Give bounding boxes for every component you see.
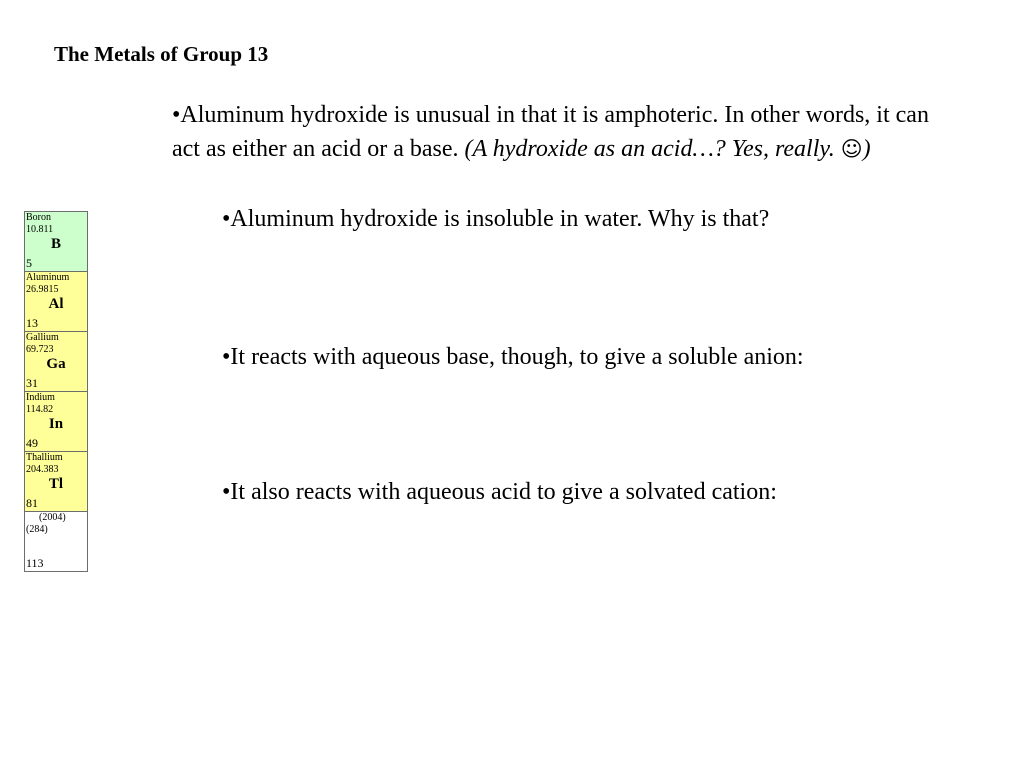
element-cell-113: [25, 512, 87, 572]
bullet-acid-reaction: •It also reacts with aqueous acid to give a solvated cation:: [222, 479, 777, 505]
slide-title: The Metals of Group 13: [54, 42, 269, 66]
element-cell-boron: [25, 212, 87, 272]
element-number: 31: [26, 376, 38, 390]
element-mass: 204.383: [26, 464, 59, 475]
bullet-amphoteric-text: •Aluminum hydroxide is unusual in that it is amphoteric. In other words, it can act as either an acid or a base.: [172, 102, 929, 162]
element-symbol: Al: [48, 296, 64, 312]
aside-text: (A hydroxide as an acid…? Yes, really.: [464, 136, 841, 162]
bullet-insoluble: •Aluminum hydroxide is insoluble in water. Why is that?: [222, 206, 770, 232]
element-name: Gallium: [26, 332, 59, 343]
aside-close: ): [862, 136, 871, 162]
element-mass: 10.811: [26, 224, 54, 235]
element-discovery-year: (2004): [39, 512, 66, 523]
element-cell-gallium: [25, 332, 87, 392]
bullet-amphoteric: [172, 98, 962, 166]
element-name: Boron: [26, 212, 51, 223]
element-mass: 114.82: [26, 404, 54, 415]
element-symbol: Ga: [46, 356, 66, 372]
element-symbol: Tl: [48, 476, 64, 492]
element-name: Aluminum: [26, 272, 70, 283]
element-number: 81: [26, 496, 38, 510]
element-number: 13: [26, 316, 38, 330]
bullet-amphoteric-aside: [465, 136, 871, 162]
element-mass: 69.723: [26, 344, 54, 355]
periodic-table-group-13: [24, 211, 88, 572]
element-cell-indium: [25, 392, 87, 452]
element-number: 5: [26, 256, 32, 270]
element-symbol: B: [50, 236, 61, 252]
element-number: 113: [26, 556, 44, 570]
element-mass: (284): [26, 524, 48, 535]
element-name: Indium: [26, 392, 55, 403]
element-mass: 26.9815: [26, 284, 59, 295]
element-cell-aluminum: [25, 272, 87, 332]
element-cell-thallium: [25, 452, 87, 512]
element-number: 49: [26, 436, 38, 450]
element-symbol: In: [48, 416, 64, 432]
element-name: Thallium: [26, 452, 63, 463]
bullet-base-reaction: •It reacts with aqueous base, though, to give a soluble anion:: [222, 344, 804, 370]
smiley-icon: ☺: [840, 137, 863, 161]
